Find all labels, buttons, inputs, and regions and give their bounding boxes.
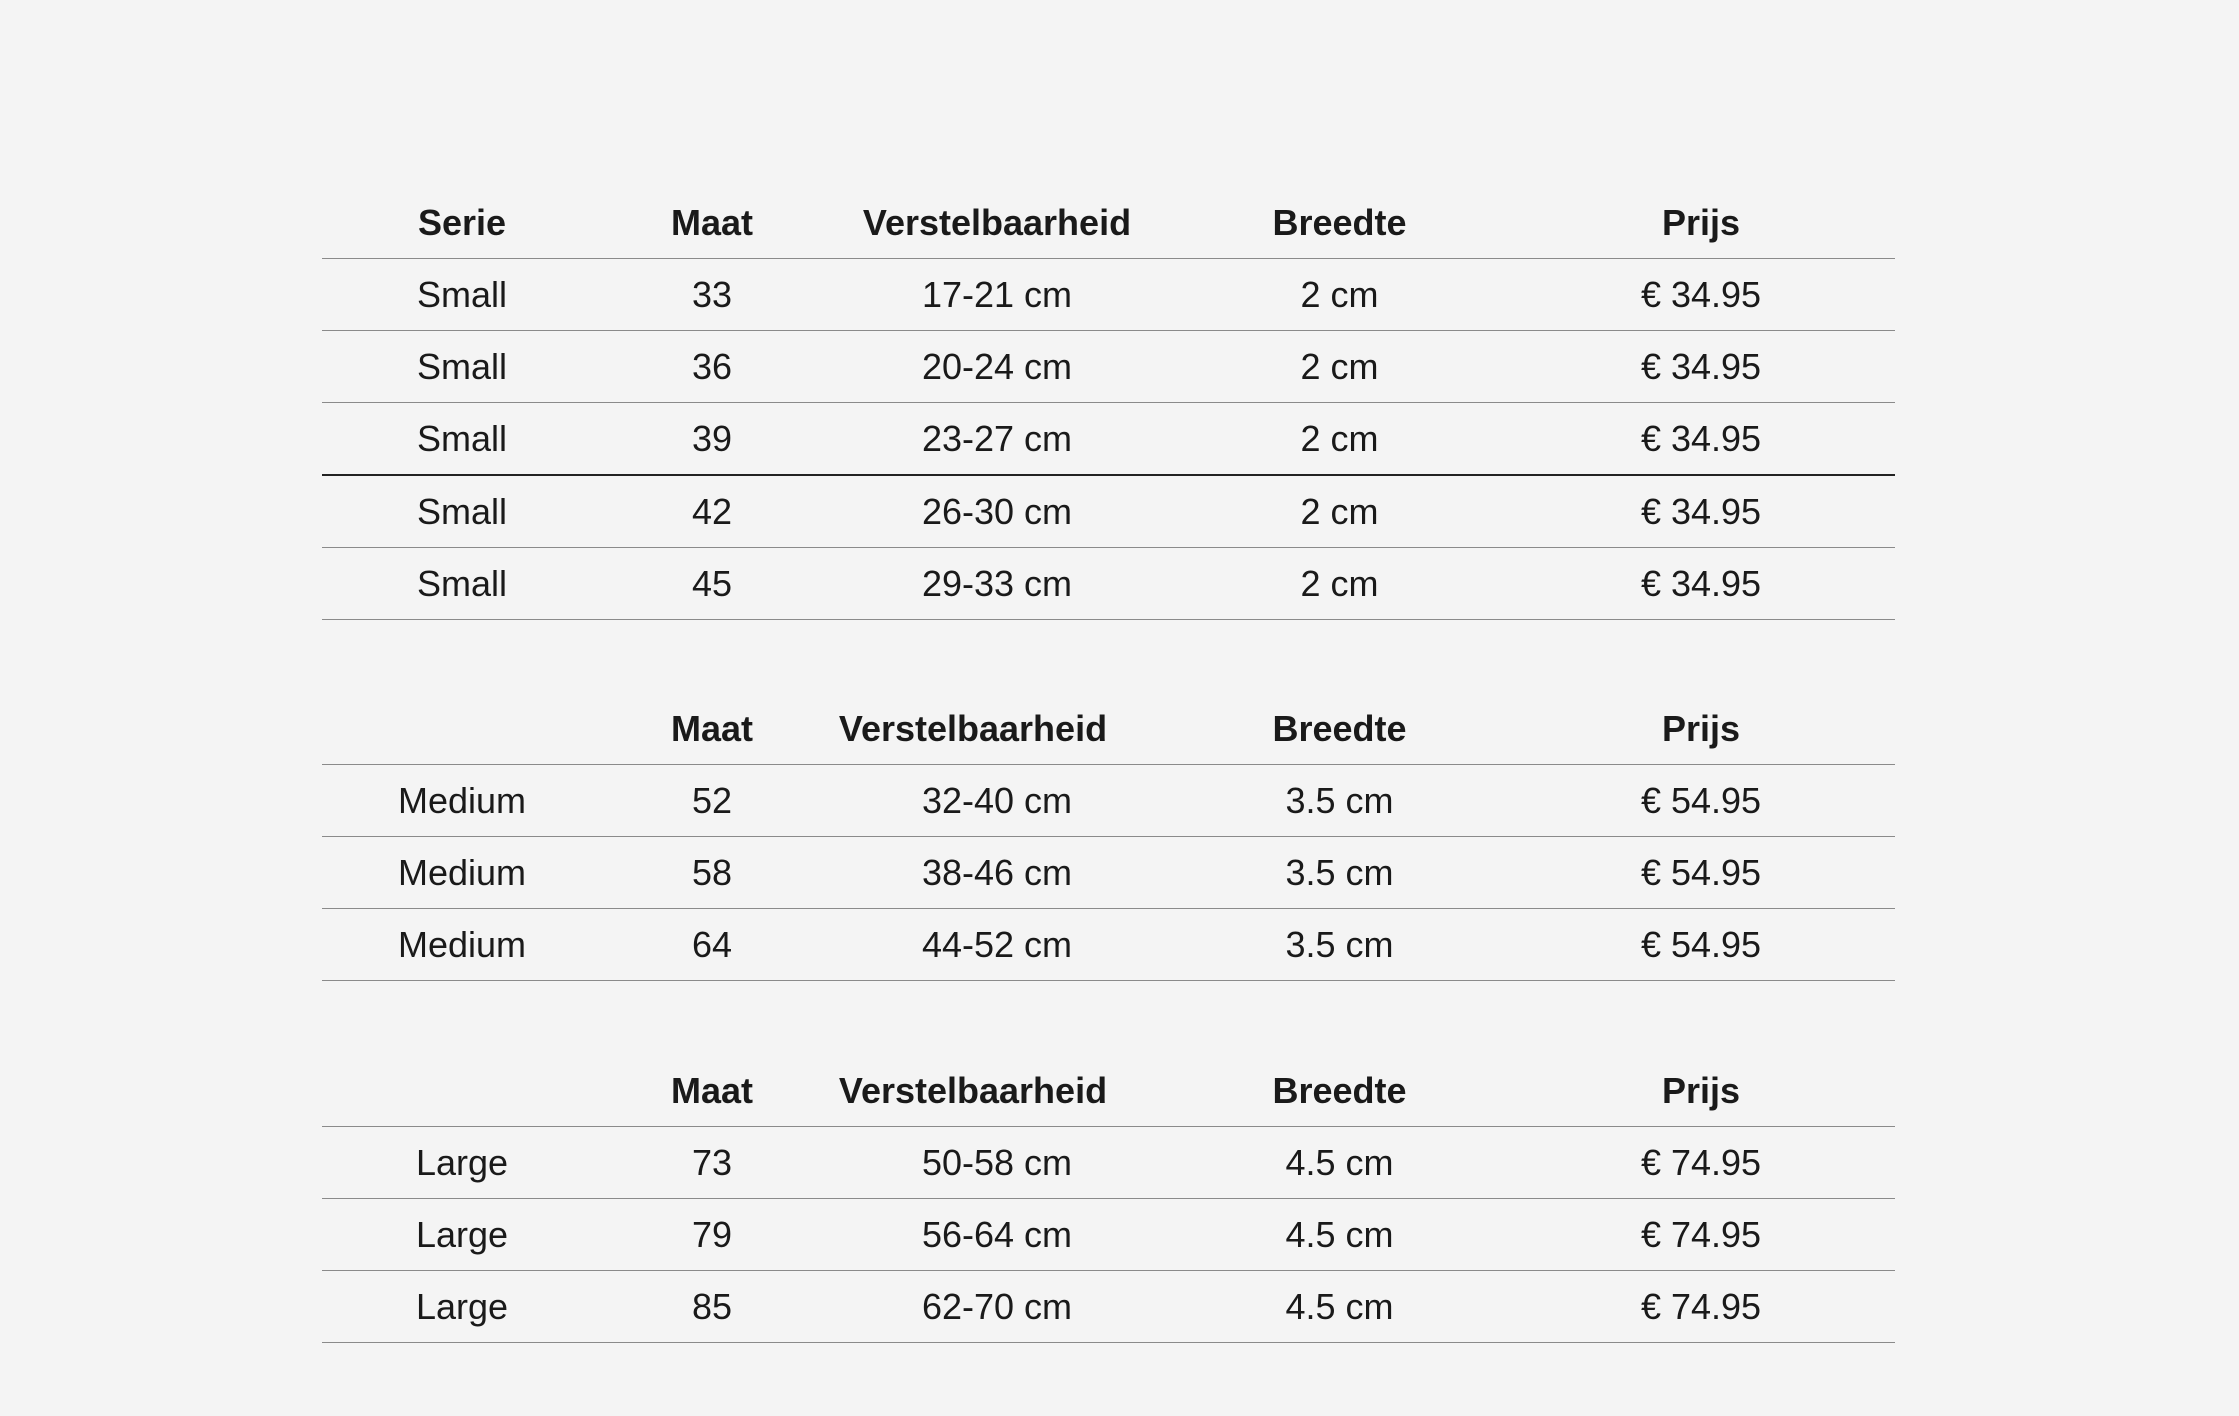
cell-prijs: € 54.95 bbox=[1507, 837, 1895, 909]
cell-maat: 45 bbox=[602, 548, 822, 620]
table-row bbox=[322, 475, 1895, 548]
header-serie bbox=[322, 1055, 602, 1127]
cell-serie: Large bbox=[322, 1199, 602, 1271]
header-prijs: Prijs bbox=[1507, 693, 1895, 765]
header-breedte: Breedte bbox=[1172, 1055, 1507, 1127]
cell-verstelbaarheid: 20-24 cm bbox=[822, 331, 1172, 403]
size-table-medium bbox=[322, 693, 1895, 981]
cell-breedte: 3.5 cm bbox=[1172, 909, 1507, 981]
table-row bbox=[322, 259, 1895, 331]
table-header-row bbox=[322, 187, 1895, 259]
header-verstelbaarheid: Verstelbaarheid bbox=[822, 693, 1172, 765]
cell-breedte: 3.5 cm bbox=[1172, 837, 1507, 909]
cell-verstelbaarheid: 29-33 cm bbox=[822, 548, 1172, 620]
table-row bbox=[322, 765, 1895, 837]
cell-breedte: 2 cm bbox=[1172, 548, 1507, 620]
cell-serie: Small bbox=[322, 259, 602, 331]
table-row bbox=[322, 1199, 1895, 1271]
header-prijs: Prijs bbox=[1507, 187, 1895, 259]
cell-breedte: 2 cm bbox=[1172, 331, 1507, 403]
header-serie bbox=[322, 693, 602, 765]
cell-serie: Large bbox=[322, 1271, 602, 1343]
cell-prijs: € 34.95 bbox=[1507, 331, 1895, 403]
cell-verstelbaarheid: 62-70 cm bbox=[822, 1271, 1172, 1343]
cell-serie: Medium bbox=[322, 909, 602, 981]
cell-maat: 79 bbox=[602, 1199, 822, 1271]
cell-prijs: € 54.95 bbox=[1507, 765, 1895, 837]
cell-serie: Small bbox=[322, 475, 602, 548]
cell-verstelbaarheid: 17-21 cm bbox=[822, 259, 1172, 331]
size-table-small bbox=[322, 187, 1895, 620]
cell-breedte: 4.5 cm bbox=[1172, 1127, 1507, 1199]
cell-serie: Medium bbox=[322, 765, 602, 837]
cell-maat: 85 bbox=[602, 1271, 822, 1343]
header-prijs: Prijs bbox=[1507, 1055, 1895, 1127]
cell-prijs: € 74.95 bbox=[1507, 1199, 1895, 1271]
cell-breedte: 4.5 cm bbox=[1172, 1271, 1507, 1343]
header-maat: Maat bbox=[602, 1055, 822, 1127]
cell-serie: Medium bbox=[322, 837, 602, 909]
cell-serie: Large bbox=[322, 1127, 602, 1199]
cell-breedte: 3.5 cm bbox=[1172, 765, 1507, 837]
cell-verstelbaarheid: 50-58 cm bbox=[822, 1127, 1172, 1199]
table-header-row bbox=[322, 1055, 1895, 1127]
cell-verstelbaarheid: 26-30 cm bbox=[822, 475, 1172, 548]
cell-prijs: € 34.95 bbox=[1507, 403, 1895, 476]
header-breedte: Breedte bbox=[1172, 693, 1507, 765]
cell-breedte: 2 cm bbox=[1172, 475, 1507, 548]
table-row bbox=[322, 403, 1895, 476]
table-row bbox=[322, 1271, 1895, 1343]
header-maat: Maat bbox=[602, 187, 822, 259]
cell-verstelbaarheid: 32-40 cm bbox=[822, 765, 1172, 837]
cell-maat: 42 bbox=[602, 475, 822, 548]
cell-prijs: € 34.95 bbox=[1507, 548, 1895, 620]
cell-maat: 52 bbox=[602, 765, 822, 837]
cell-maat: 73 bbox=[602, 1127, 822, 1199]
header-verstelbaarheid: Verstelbaarheid bbox=[822, 1055, 1172, 1127]
cell-maat: 39 bbox=[602, 403, 822, 476]
table-row bbox=[322, 837, 1895, 909]
cell-breedte: 4.5 cm bbox=[1172, 1199, 1507, 1271]
cell-serie: Small bbox=[322, 548, 602, 620]
cell-verstelbaarheid: 56-64 cm bbox=[822, 1199, 1172, 1271]
table-row bbox=[322, 331, 1895, 403]
cell-prijs: € 34.95 bbox=[1507, 259, 1895, 331]
table-row bbox=[322, 909, 1895, 981]
cell-breedte: 2 cm bbox=[1172, 259, 1507, 331]
header-breedte: Breedte bbox=[1172, 187, 1507, 259]
cell-serie: Small bbox=[322, 403, 602, 476]
header-verstelbaarheid: Verstelbaarheid bbox=[822, 187, 1172, 259]
cell-maat: 36 bbox=[602, 331, 822, 403]
size-table-large bbox=[322, 1055, 1895, 1343]
cell-verstelbaarheid: 44-52 cm bbox=[822, 909, 1172, 981]
table-header-row bbox=[322, 693, 1895, 765]
cell-breedte: 2 cm bbox=[1172, 403, 1507, 476]
cell-prijs: € 34.95 bbox=[1507, 475, 1895, 548]
cell-prijs: € 74.95 bbox=[1507, 1271, 1895, 1343]
cell-prijs: € 74.95 bbox=[1507, 1127, 1895, 1199]
cell-prijs: € 54.95 bbox=[1507, 909, 1895, 981]
cell-serie: Small bbox=[322, 331, 602, 403]
table-row bbox=[322, 1127, 1895, 1199]
header-serie: Serie bbox=[322, 187, 602, 259]
cell-verstelbaarheid: 38-46 cm bbox=[822, 837, 1172, 909]
cell-maat: 58 bbox=[602, 837, 822, 909]
header-maat: Maat bbox=[602, 693, 822, 765]
cell-maat: 64 bbox=[602, 909, 822, 981]
table-row bbox=[322, 548, 1895, 620]
cell-maat: 33 bbox=[602, 259, 822, 331]
cell-verstelbaarheid: 23-27 cm bbox=[822, 403, 1172, 476]
